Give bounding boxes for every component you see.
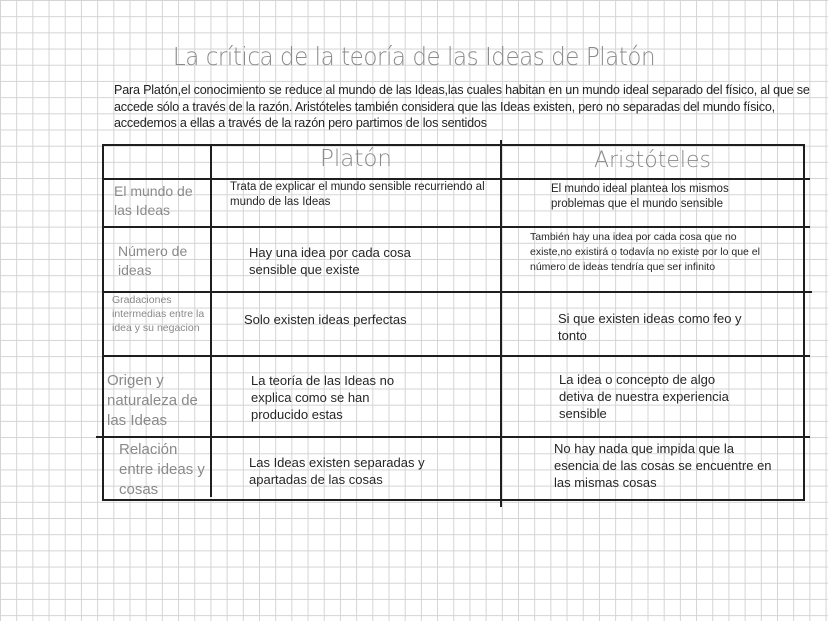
table-cell-plato: La teoría de las Ideas no explica como se han producido estas [251,373,395,422]
table-cell-aristoteles: El mundo ideal plantea los mismos problemas que el mundo sensible [551,183,729,210]
row-divider [102,291,812,293]
table-cell-plato: Las Ideas existen separadas y apartadas de las cosas [249,455,425,487]
row-divider [102,355,810,357]
document-title: La crítica de la teoría de las Ideas de Platón [172,42,656,71]
table-cell-aristoteles: No hay nada que impida que la esencia de las cosas se encuentre en las mismas cosas [554,441,772,490]
table-border-right [803,144,805,501]
table-cell-plato: Solo existen ideas perfectas [244,312,407,327]
row-label: Gradaciones intermedias entre la idea y su negacion [112,294,205,334]
row-label: El mundo de las Ideas [114,183,193,218]
table-border-left [102,144,104,501]
table-cell-plato: Hay una idea por cada cosa sensible que existe [249,245,411,277]
column-divider [500,140,502,507]
column-divider [210,144,212,497]
table-cell-aristoteles: También hay una idea por cada cosa que no existe,no existirá o todavía no existe por lo que el número de ideas tendría que ser infinito [530,231,760,273]
table-cell-aristoteles: La idea o concepto de algo detiva de nuestra experiencia sensible [559,372,729,421]
table-cell-aristoteles: Si que existen ideas como feo y tonto [558,311,742,343]
row-label: Número de ideas [118,243,188,278]
table-cell-plato: Trata de explicar el mundo sensible recurriendo al mundo de las Ideas [230,181,485,208]
row-divider [102,226,810,228]
row-divider [96,436,810,438]
column-header-aristoteles: Aristóteles [593,148,712,173]
row-label: Relación entre ideas y cosas [119,441,205,498]
row-label: Origen y naturaleza de las Ideas [107,372,198,429]
intro-paragraph: Para Platón,el conocimiento se reduce al mundo de las Ideas,las cuales habitan en un mundo ideal separado del físico, al que se accede sólo a través de la razón. Aristóteles también considera que las Ideas existen, pero no separadas del mundo físico, accedemos a ellas a través de la razón pero partimos de los sentidos [114,83,810,130]
column-header-plato: Platón [319,146,393,172]
